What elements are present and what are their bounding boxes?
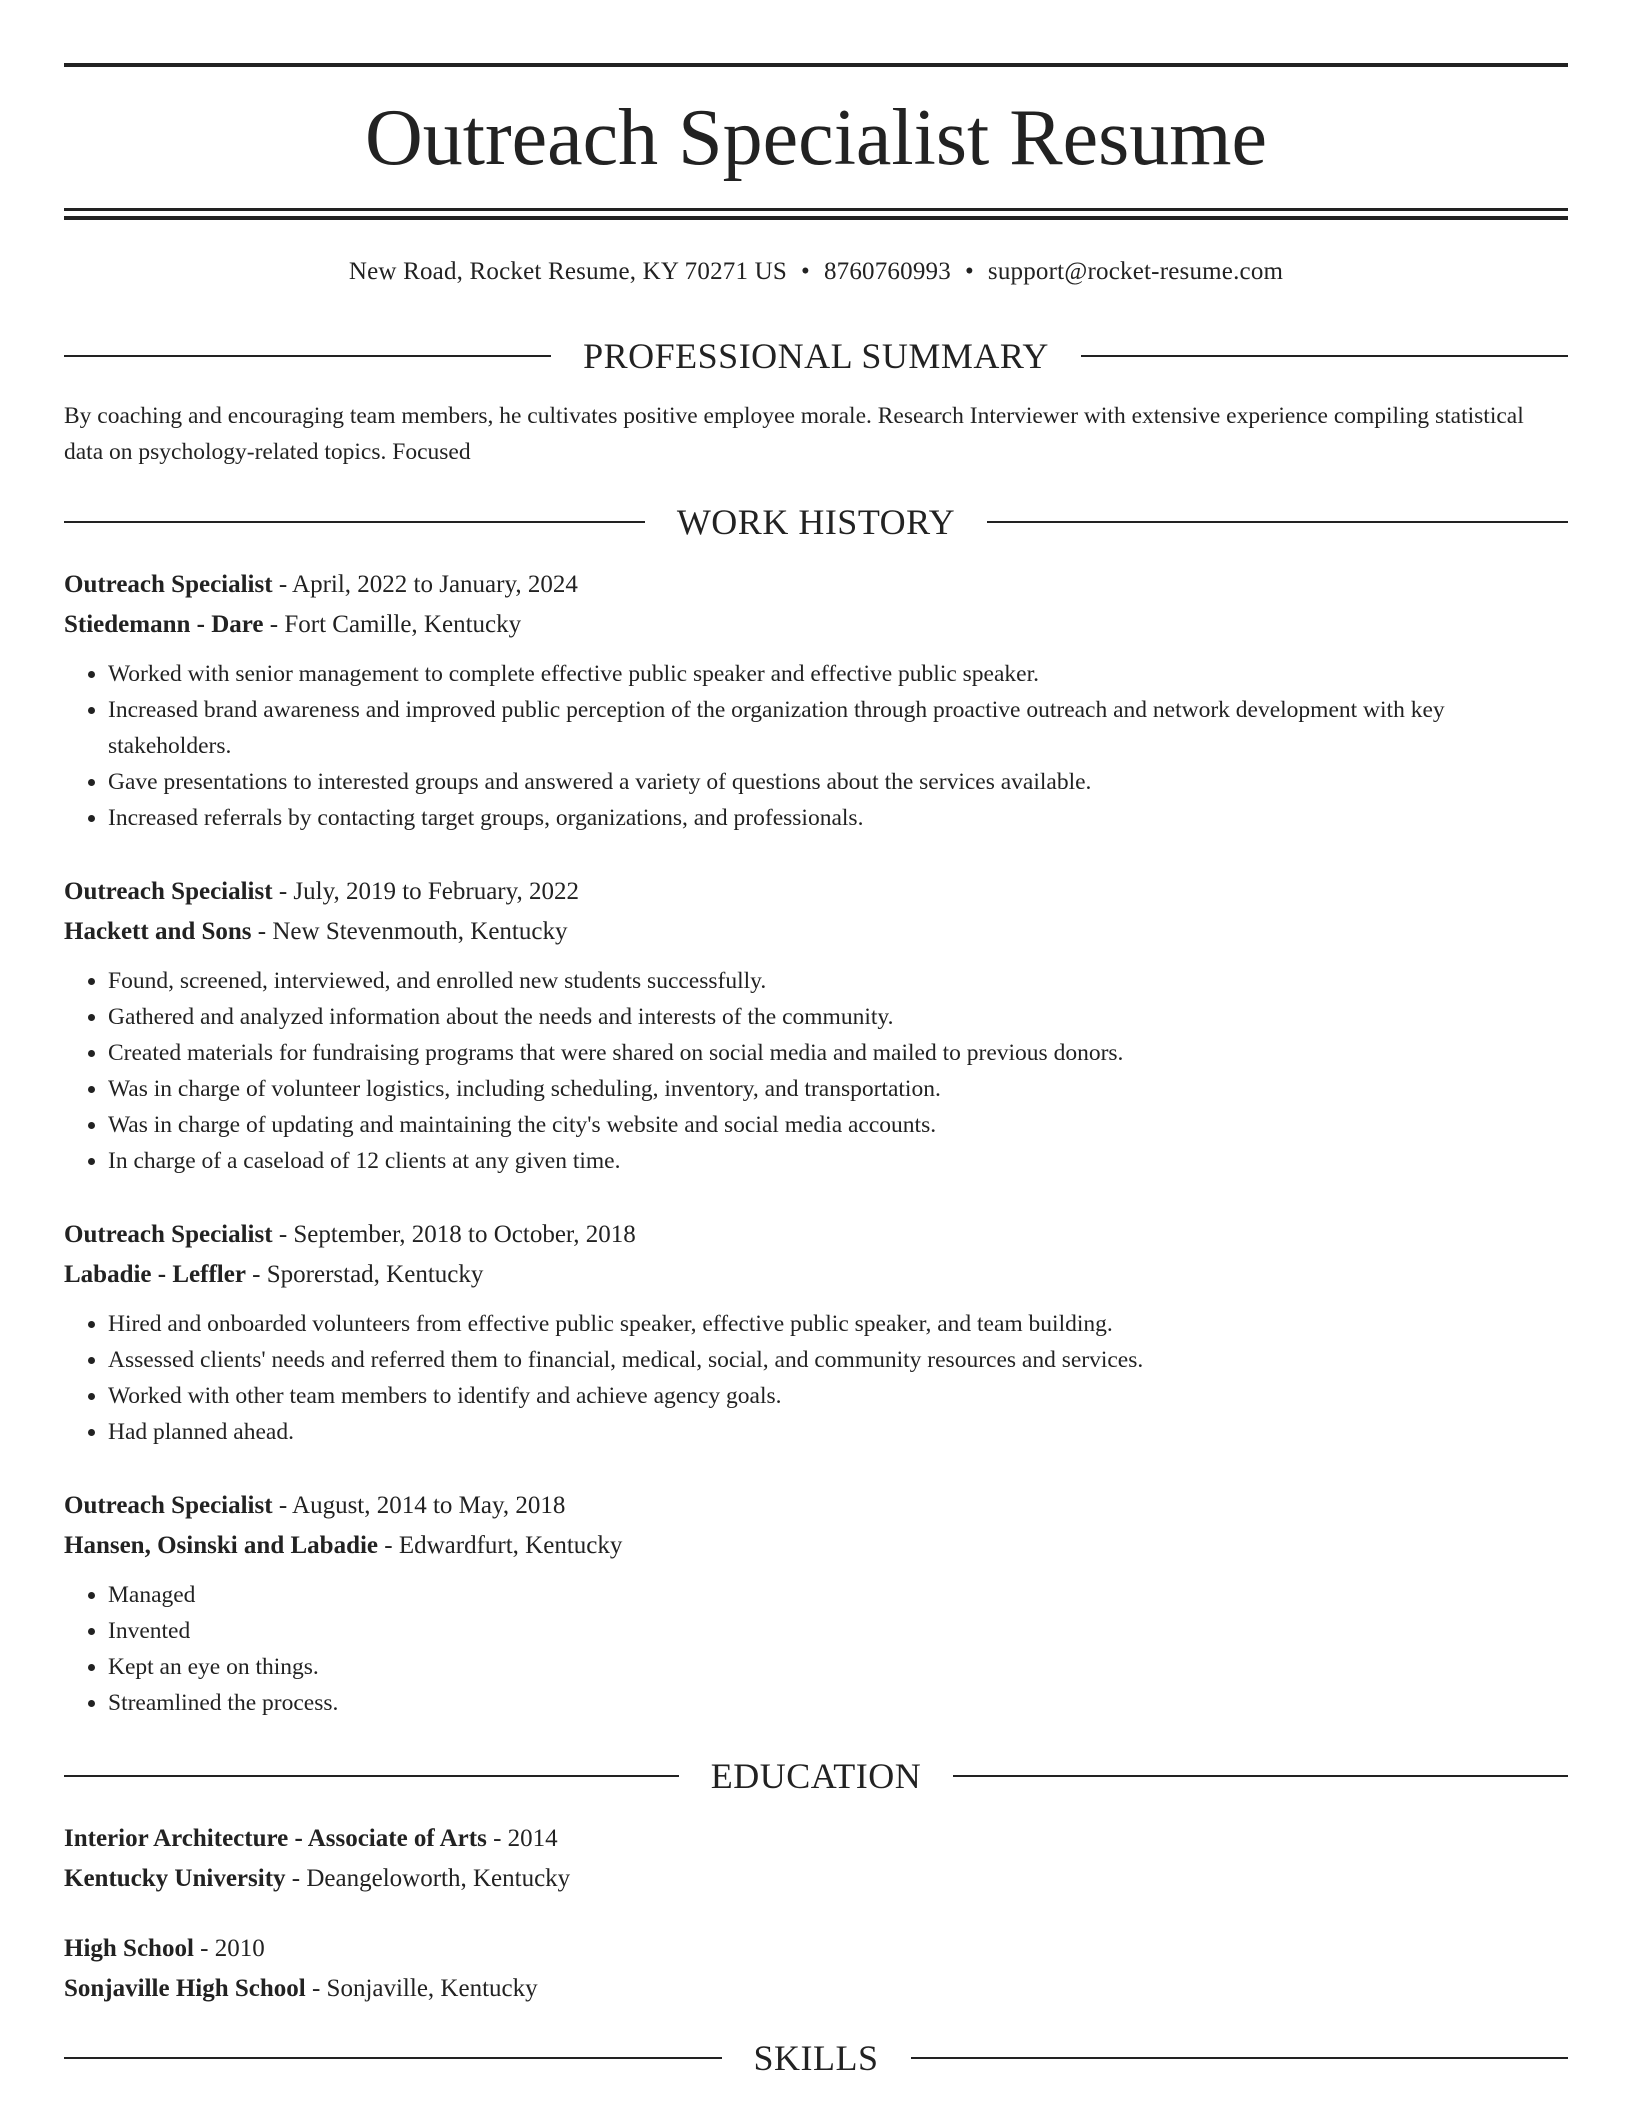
job-location: - New Stevenmouth, Kentucky	[251, 918, 568, 945]
degree-line	[64, 1929, 1568, 1969]
title-rule-upper	[64, 208, 1568, 211]
section-rule	[953, 1775, 1568, 1777]
section-rule	[987, 521, 1568, 523]
job-entry	[64, 872, 1568, 1179]
job-dates: - April, 2022 to January, 2024	[272, 571, 578, 598]
list-item: • Had planned ahead.	[108, 1414, 1568, 1450]
list-item: • Invented	[108, 1613, 1568, 1649]
job-bullets	[64, 1306, 1568, 1450]
top-rule	[64, 63, 1568, 67]
degree-line	[64, 1819, 1568, 1859]
section-rule	[911, 2057, 1569, 2059]
section-title: EDUCATION	[710, 1756, 922, 1796]
contact-line	[64, 252, 1568, 292]
degree: Interior Architecture - Associate of Arts	[64, 1825, 487, 1852]
school-location: - Sonjaville, Kentucky	[305, 1975, 538, 2002]
job-dates: - July, 2019 to February, 2022	[272, 878, 580, 905]
list-item: • Was in charge of volunteer logistics, including scheduling, inventory, and transportation.	[108, 1071, 1568, 1107]
section-title: WORK HISTORY	[676, 502, 956, 542]
contact-separator: •	[964, 258, 974, 285]
job-company: Labadie - Leffler	[64, 1261, 246, 1288]
contact-address: New Road, Rocket Resume, KY 70271 US	[348, 258, 787, 285]
list-item: • Worked with other team members to identify and achieve agency goals.	[108, 1378, 1568, 1414]
job-location: - Sporerstad, Kentucky	[245, 1261, 484, 1288]
degree-year: - 2010	[193, 1935, 265, 1962]
section-rule	[64, 2057, 722, 2059]
job-title-line	[64, 1486, 1568, 1526]
job-bullets	[64, 656, 1568, 836]
job-company: Hackett and Sons	[64, 918, 252, 945]
school-line	[64, 1859, 1568, 1899]
job-title: Outreach Specialist	[64, 1221, 273, 1248]
list-item: • Assessed clients' needs and referred them to financial, medical, social, and community resources and services.	[108, 1342, 1568, 1378]
section-education	[64, 1754, 1568, 1798]
job-dates: - September, 2018 to October, 2018	[272, 1221, 636, 1248]
job-title-line	[64, 872, 1568, 912]
list-item: • Kept an eye on things.	[108, 1649, 1568, 1685]
degree-year: - 2014	[486, 1825, 558, 1852]
section-summary	[64, 334, 1568, 378]
school-line	[64, 1969, 1568, 2009]
job-entry	[64, 1215, 1568, 1450]
list-item: • Was in charge of updating and maintaining the city's website and social media accounts.	[108, 1107, 1568, 1143]
section-rule	[64, 1775, 679, 1777]
list-item: • Managed	[108, 1577, 1568, 1613]
contact-phone: 8760760993	[823, 258, 951, 285]
list-item: • Gave presentations to interested groups and answered a variety of questions about the services available.	[108, 764, 1568, 800]
job-bullets	[64, 963, 1568, 1179]
school: Sonjaville High School	[64, 1975, 306, 2002]
job-title-line	[64, 565, 1568, 605]
school-location: - Deangeloworth, Kentucky	[285, 1865, 571, 1892]
contact-separator: •	[800, 258, 810, 285]
job-company-line	[64, 1255, 1568, 1295]
education-entry	[64, 1819, 1568, 1899]
section-work-history	[64, 500, 1568, 544]
school: Kentucky University	[64, 1865, 286, 1892]
list-item: • Increased referrals by contacting target groups, organizations, and professionals.	[108, 800, 1568, 836]
degree: High School	[64, 1935, 194, 1962]
list-item: • Worked with senior management to complete effective public speaker and effective public speaker.	[108, 656, 1568, 692]
list-item: • Created materials for fundraising programs that were shared on social media and mailed to previous donors.	[108, 1035, 1568, 1071]
title-rule-lower	[64, 216, 1568, 220]
job-company-line	[64, 1526, 1568, 1566]
job-title: Outreach Specialist	[64, 1492, 273, 1519]
education-entry	[64, 1929, 1568, 2009]
summary-text: By coaching and encouraging team members, he cultivates positive employee morale. Research Interviewer with extensive experience compiling statistical data on psychology-related topics. Focused	[64, 403, 1524, 465]
page-title: Outreach Specialist Resume	[365, 94, 1267, 182]
job-location: - Fort Camille, Kentucky	[263, 611, 522, 638]
job-company-line	[64, 605, 1568, 645]
section-title: SKILLS	[753, 2038, 879, 2078]
contact-email: support@rocket-resume.com	[987, 258, 1284, 285]
list-item: • Gathered and analyzed information about the needs and interests of the community.	[108, 999, 1568, 1035]
job-dates: - August, 2014 to May, 2018	[272, 1492, 566, 1519]
list-item: • Hired and onboarded volunteers from effective public speaker, effective public speaker, and team building.	[108, 1306, 1568, 1342]
job-company: Stiedemann - Dare	[64, 611, 264, 638]
section-title: PROFESSIONAL SUMMARY	[583, 336, 1049, 376]
job-title-line	[64, 1215, 1568, 1255]
section-rule	[64, 355, 551, 357]
section-rule	[64, 521, 645, 523]
section-skills	[64, 2036, 1568, 2080]
list-item: • Streamlined the process.	[108, 1685, 1568, 1721]
job-company-line	[64, 912, 1568, 952]
job-title: Outreach Specialist	[64, 878, 273, 905]
job-entry	[64, 565, 1568, 836]
job-bullets	[64, 1577, 1568, 1721]
list-item: • Increased brand awareness and improved public perception of the organization through proactive outreach and network development with key stakeholders.	[108, 692, 1568, 764]
job-entry	[64, 1486, 1568, 1721]
list-item: • In charge of a caseload of 12 clients at any given time.	[108, 1143, 1568, 1179]
job-company: Hansen, Osinski and Labadie	[64, 1532, 379, 1559]
list-item: • Found, screened, interviewed, and enrolled new students successfully.	[108, 963, 1568, 999]
job-title: Outreach Specialist	[64, 571, 273, 598]
job-location: - Edwardfurt, Kentucky	[378, 1532, 623, 1559]
section-rule	[1081, 355, 1568, 357]
